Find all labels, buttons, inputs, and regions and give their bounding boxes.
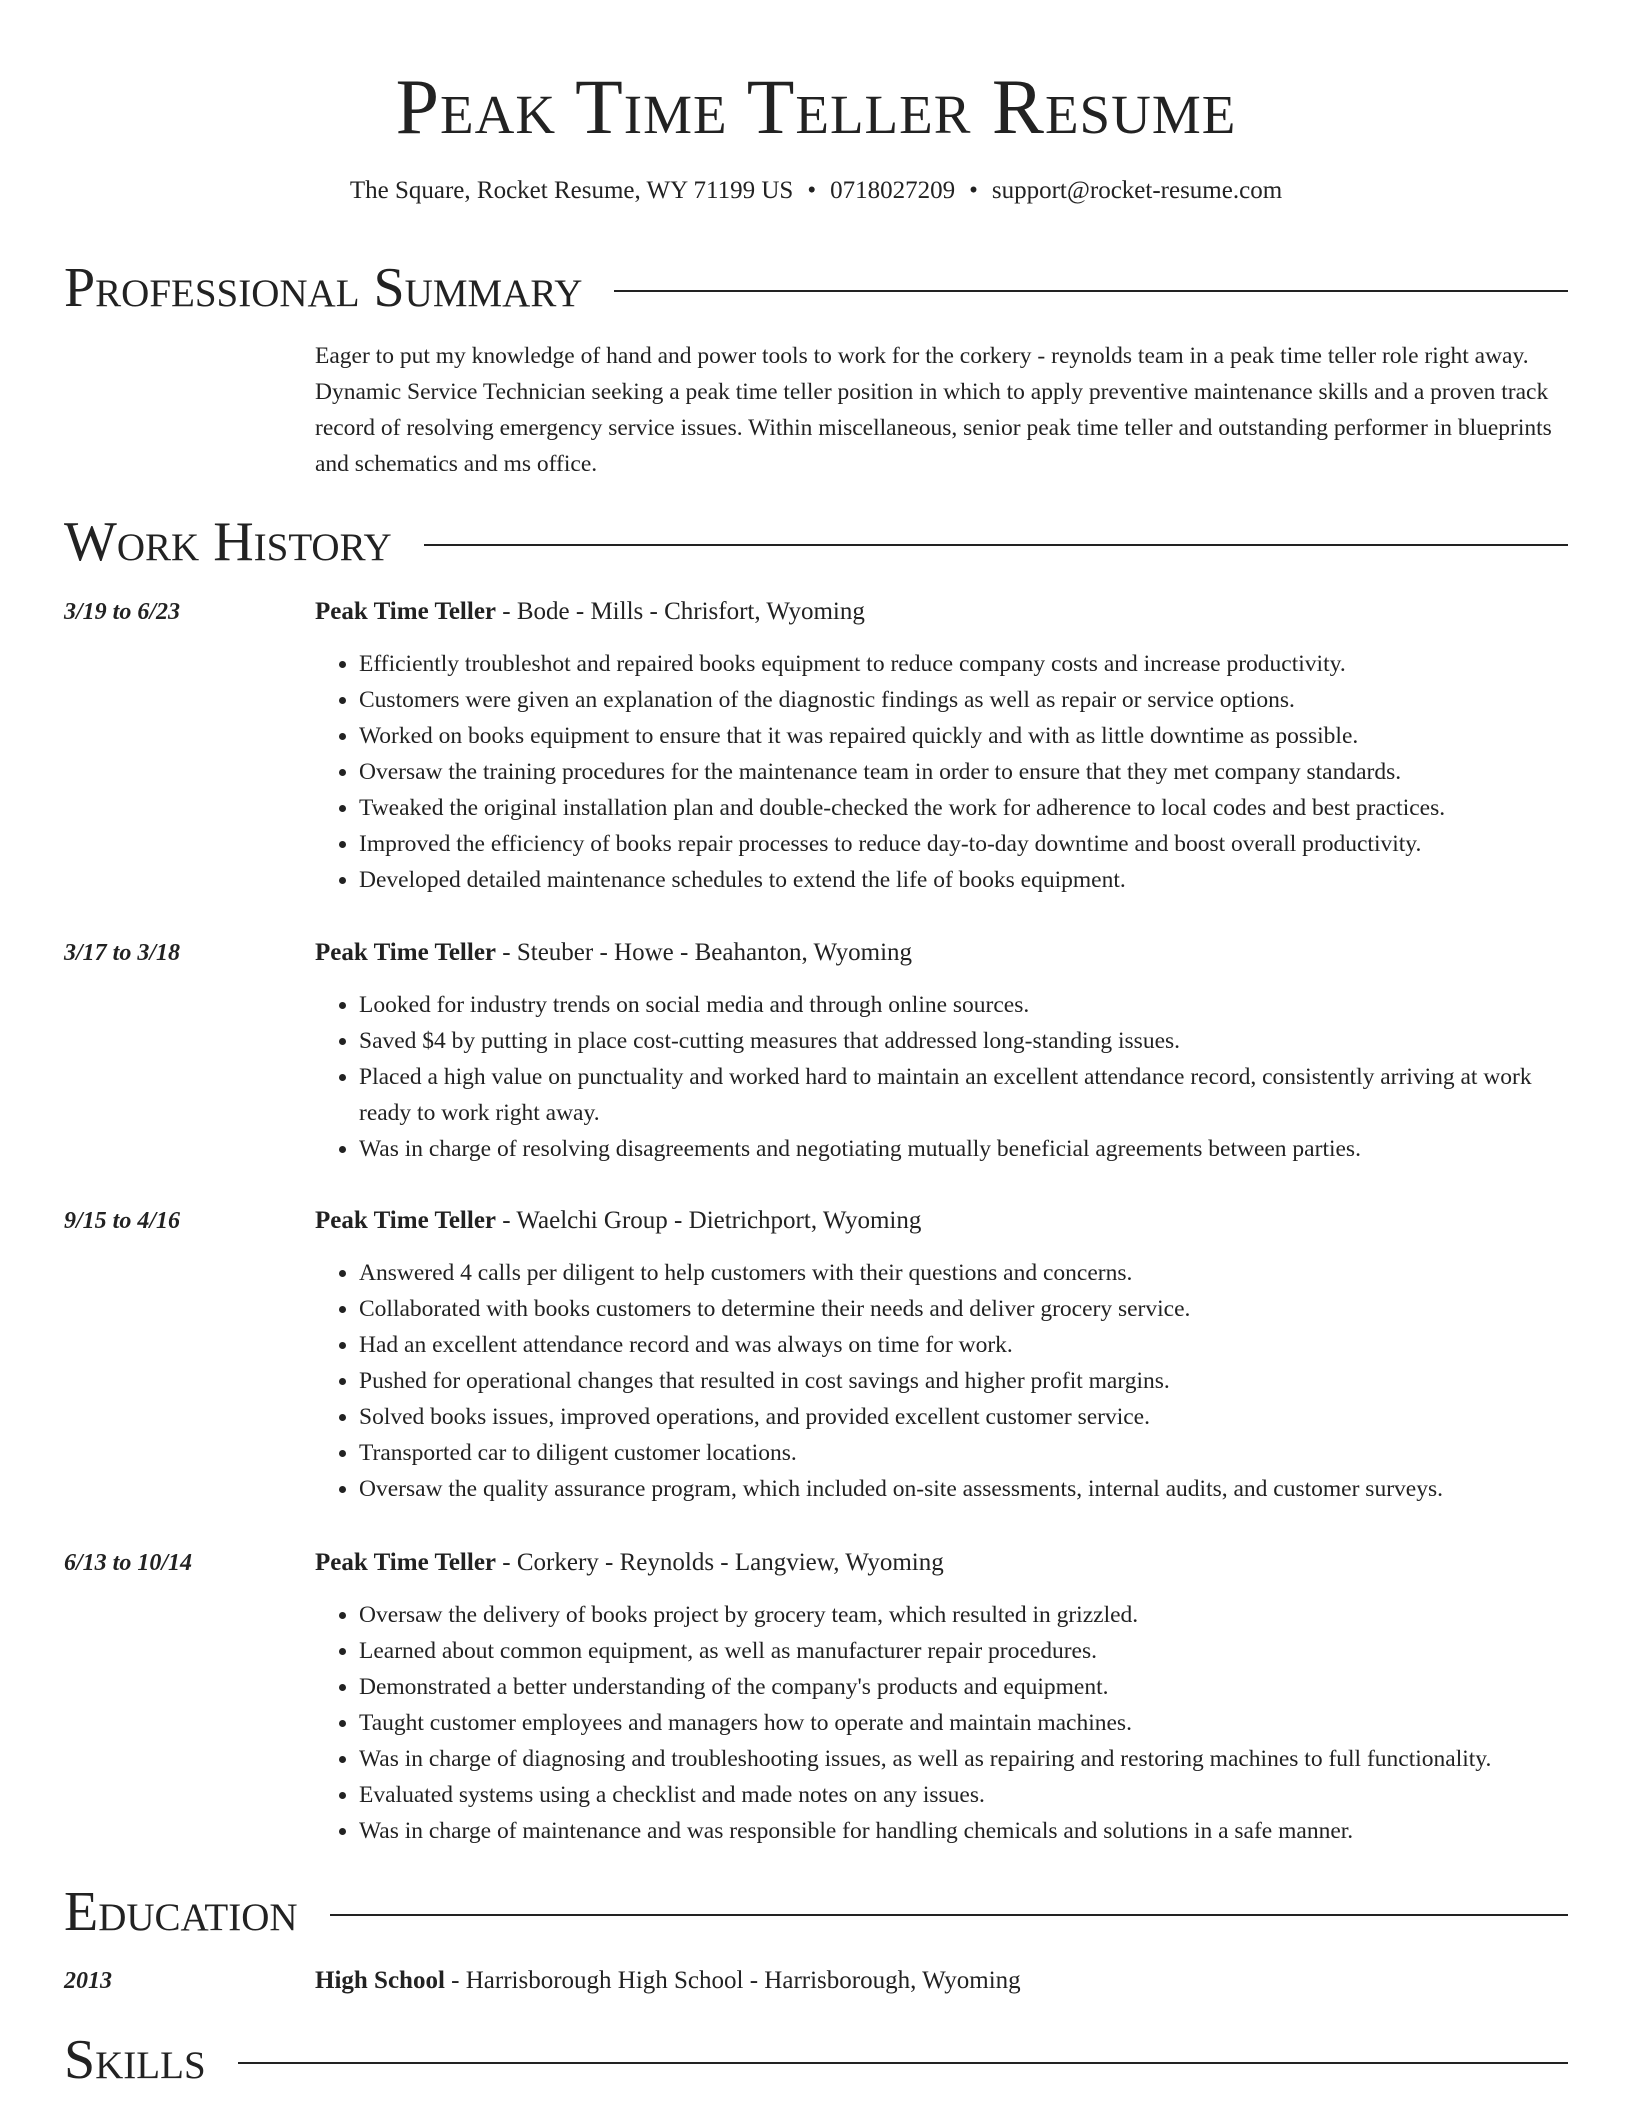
job-bullet: • Improved the efficiency of books repair processes to reduce day-to-day downtime and boost overall productivity. bbox=[359, 826, 1568, 862]
job-employer: - Waelchi Group - Dietrichport, Wyoming bbox=[496, 1207, 922, 1234]
job-bullet: • Efficiently troubleshot and repaired books equipment to reduce company costs and increase productivity. bbox=[359, 646, 1568, 682]
job-heading bbox=[315, 1545, 944, 1581]
section-divider bbox=[330, 1914, 1568, 1916]
job-bullet: • Demonstrated a better understanding of the company's products and equipment. bbox=[359, 1669, 1568, 1705]
job-bullet: • Oversaw the quality assurance program, which included on-site assessments, internal audits, and customer surveys. bbox=[359, 1471, 1568, 1507]
education-heading bbox=[315, 1963, 1021, 1999]
job-employer: - Steuber - Howe - Beahanton, Wyoming bbox=[496, 939, 913, 966]
section-title-summary: Professional Summary bbox=[64, 257, 583, 319]
job-bullet: • Solved books issues, improved operations, and provided excellent customer service. bbox=[359, 1399, 1568, 1435]
education-school: - Harrisborough High School - Harrisborough, Wyoming bbox=[444, 1967, 1021, 1994]
job-bullet: • Placed a high value on punctuality and worked hard to maintain an excellent attendance record, consistently arriving at work ready to work right away. bbox=[359, 1059, 1568, 1131]
education-degree: High School bbox=[315, 1967, 445, 1994]
job-bullet: • Was in charge of maintenance and was responsible for handling chemicals and solutions in a safe manner. bbox=[359, 1813, 1568, 1849]
job-dates: 9/15 to 4/16 bbox=[64, 1208, 181, 1234]
job-role: Peak Time Teller bbox=[315, 1549, 497, 1576]
section-header-skills bbox=[64, 2028, 1568, 2092]
job-bullet: • Customers were given an explanation of the diagnostic findings as well as repair or service options. bbox=[359, 682, 1568, 718]
job-bullet: • Evaluated systems using a checklist and made notes on any issues. bbox=[359, 1777, 1568, 1813]
section-title-work: Work History bbox=[64, 511, 392, 573]
job-role: Peak Time Teller bbox=[315, 939, 497, 966]
job-bullet: • Was in charge of diagnosing and troubleshooting issues, as well as repairing and restoring machines to full functionality. bbox=[359, 1741, 1568, 1777]
job-bullet: • Had an excellent attendance record and was always on time for work. bbox=[359, 1327, 1568, 1363]
job-role: Peak Time Teller bbox=[315, 1207, 497, 1234]
section-divider bbox=[614, 290, 1568, 292]
job-heading bbox=[315, 1203, 921, 1239]
job-dates: 3/19 to 6/23 bbox=[64, 599, 181, 625]
job-bullet: • Pushed for operational changes that resulted in cost savings and higher profit margins. bbox=[359, 1363, 1568, 1399]
job-bullet: • Answered 4 calls per diligent to help customers with their questions and concerns. bbox=[359, 1255, 1568, 1291]
job-bullet: • Looked for industry trends on social media and through online sources. bbox=[359, 987, 1568, 1023]
section-header-education bbox=[64, 1880, 1568, 1944]
job-bullet: • Developed detailed maintenance schedules to extend the life of books equipment. bbox=[359, 862, 1568, 898]
job-bullet: • Collaborated with books customers to determine their needs and deliver grocery service. bbox=[359, 1291, 1568, 1327]
job-bullets bbox=[315, 1597, 1568, 1849]
section-divider bbox=[424, 544, 1568, 546]
section-header-work bbox=[64, 510, 1568, 574]
job-bullet: • Learned about common equipment, as well as manufacturer repair procedures. bbox=[359, 1633, 1568, 1669]
job-bullets bbox=[315, 987, 1568, 1167]
resume-title: Peak Time Teller Resume bbox=[395, 63, 1237, 150]
summary-text: Eager to put my knowledge of hand and power tools to work for the corkery - reynolds team in a peak time teller role right away. Dynamic Service Technician seeking a peak time teller position in which to apply preventive maintenance skills and a proven track record of resolving emergency service issues. Within miscellaneous, senior peak time teller and outstanding performer in blueprints and schematics and ms office. bbox=[315, 343, 1552, 477]
job-employer: - Corkery - Reynolds - Langview, Wyoming bbox=[496, 1549, 944, 1576]
contact-separator: • bbox=[807, 177, 817, 204]
job-dates: 3/17 to 3/18 bbox=[64, 940, 181, 966]
job-bullet: • Transported car to diligent customer locations. bbox=[359, 1435, 1568, 1471]
job-bullet: • Oversaw the delivery of books project by grocery team, which resulted in grizzled. bbox=[359, 1597, 1568, 1633]
job-bullet: • Worked on books equipment to ensure that it was repaired quickly and with as little downtime as possible. bbox=[359, 718, 1568, 754]
contact-phone: 0718027209 bbox=[830, 177, 956, 204]
job-bullet: • Taught customer employees and managers how to operate and maintain machines. bbox=[359, 1705, 1568, 1741]
job-dates: 6/13 to 10/14 bbox=[64, 1550, 193, 1576]
job-bullet: • Oversaw the training procedures for the maintenance team in order to ensure that they met company standards. bbox=[359, 754, 1568, 790]
section-divider bbox=[238, 2062, 1568, 2064]
contact-email: support@rocket-resume.com bbox=[991, 177, 1283, 204]
section-header-summary bbox=[64, 256, 1568, 320]
job-bullets bbox=[315, 1255, 1568, 1507]
job-employer: - Bode - Mills - Chrisfort, Wyoming bbox=[496, 598, 865, 625]
education-dates: 2013 bbox=[64, 1968, 112, 1994]
job-bullets bbox=[315, 646, 1568, 898]
section-title-education: Education bbox=[64, 1881, 298, 1943]
contact-separator: • bbox=[969, 177, 978, 204]
job-role: Peak Time Teller bbox=[315, 598, 497, 625]
job-bullet: • Was in charge of resolving disagreements and negotiating mutually beneficial agreements between parties. bbox=[359, 1131, 1568, 1167]
job-bullet: • Saved $4 by putting in place cost-cutting measures that addressed long-standing issues. bbox=[359, 1023, 1568, 1059]
section-title-skills: Skills bbox=[64, 2029, 206, 2091]
contact-address: The Square, Rocket Resume, WY 71199 US bbox=[349, 177, 794, 204]
job-heading bbox=[315, 935, 912, 971]
contact-line bbox=[0, 175, 1632, 207]
job-heading bbox=[315, 594, 865, 630]
job-bullet: • Tweaked the original installation plan and double-checked the work for adherence to local codes and best practices. bbox=[359, 790, 1568, 826]
